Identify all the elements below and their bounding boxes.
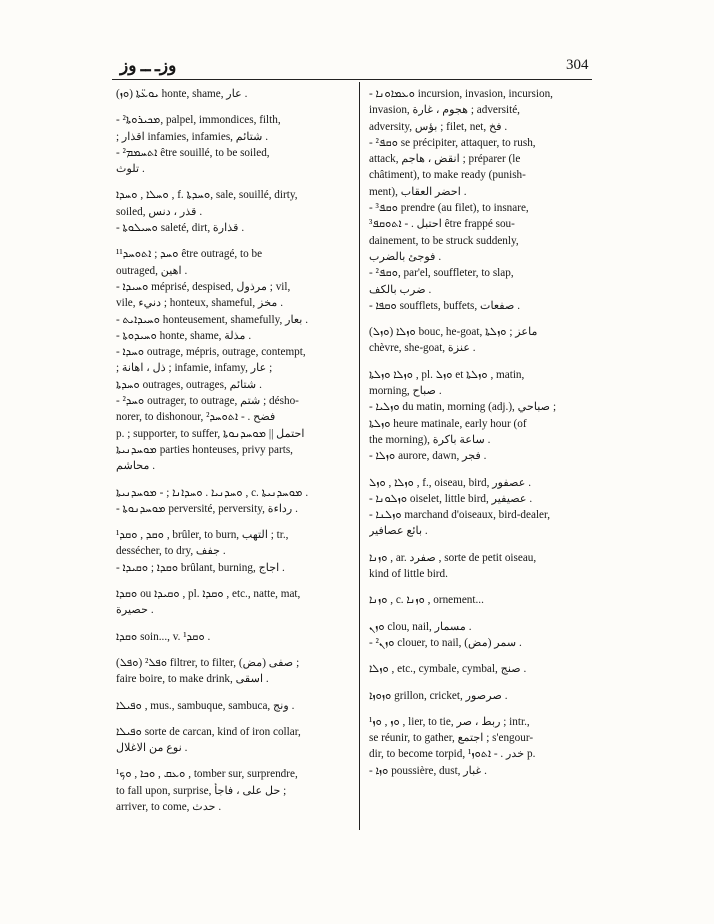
entry-line: - ܘܚܝܕܘܬܐ honte, shame, مذلة . (116, 329, 252, 342)
dictionary-entry (116, 485, 348, 518)
entry-line: ܘܙܠܐ , ܘܙܠ , f., oiseau, bird, عصفور . (369, 476, 531, 489)
dictionary-entry (116, 527, 348, 576)
left-column (116, 86, 348, 817)
page-number: 304 (566, 57, 589, 73)
entry-line: norer, to dishonour, فضح . - ܐܬܘܚܕ² (116, 411, 276, 424)
dictionary-entry (369, 661, 594, 677)
entry-line: ܘܦܝܠܐ , mus., sambuque, sambuca, ونج . (116, 699, 295, 712)
entry-line: - ܘܚܝܕܐܝܬ honteusement, shamefully, بعار . (116, 313, 308, 326)
entry-line: ܘܙܠܐ , etc., cymbale, cymbal, صنج . (369, 663, 527, 676)
dictionary-entry (116, 86, 348, 102)
entry-line: ment), احضر العقاب . (369, 185, 467, 198)
entry-line: - ܘܚܕܐ outrage, mépris, outrage, contempt, (116, 346, 306, 359)
entry-line: vile, دنيء ; honteux, shameful, مخز . (116, 297, 283, 310)
entry-line: ܘܩܕܐ ou ܘܩܝܕܐ , pl. ܘܩܕܐ , etc., natte, mat, (116, 588, 301, 601)
entry-line: kind of little bird. (369, 568, 448, 581)
right-column (369, 86, 594, 781)
entry-line: بائع عصافير . (369, 525, 428, 538)
dictionary-entry (116, 724, 348, 757)
dictionary-entry (116, 187, 348, 236)
entry-line: p. ; supporter, to suffer, احتمل || ܡܘܚܕܢܘܬܐ (116, 427, 305, 440)
dictionary-entry (369, 86, 594, 314)
entry-line: - ܘܙܠܢܐ marchand d'oiseaux, bird-dealer, (369, 509, 551, 522)
entry-line: (ܘܙܠ) ܘܙܠܐ bouc, he-goat, ماعز ; ܘܙܠܬܐ (369, 326, 538, 339)
entry-line: - ܘܩܦ² se précipiter, attaquer, to rush, (369, 136, 536, 149)
dictionary-entry (369, 619, 594, 652)
entry-line: ضرب بالكف . (369, 283, 432, 296)
dictionary-entry (116, 655, 348, 688)
entry-line: invasion, هجوم ، غارة ; adversité, (369, 104, 520, 117)
dictionary-entry (369, 324, 594, 357)
entry-line: محاشم . (116, 460, 156, 473)
entry-line: ܘܙܠܐ ܘܙܠܬܐ , pl. ܘܙܠ et ܘܙܠܬܐ , matin, (369, 368, 525, 381)
entry-line: نوع من الاغلال . (116, 742, 188, 755)
header-rule (112, 79, 592, 80)
entry-line: - ܘܩܦ³ prendre (au filet), to insnare, (369, 202, 529, 215)
entry-line: ¹ܘܙ , ܘܙ , lier, to tie, ربط ، صر ; intr., (369, 715, 530, 728)
entry-line: ¹ܘܩܕ , ܘܩܕ , brûler, to burn, التهب ; tr., (116, 529, 289, 542)
entry-line: - ܘܙܐ poussière, dust, غبار . (369, 764, 487, 777)
entry-line: - ܘܥܡܐܘܢܐ incursion, invasion, incursion, (369, 88, 553, 100)
dictionary-entry (369, 592, 594, 608)
entry-line: ܘܚܕܬܐ outrages, outrages, شتائم . (116, 378, 262, 391)
entry-line: chèvre, she-goat, عنزة . (369, 342, 476, 355)
entry-line: - ܘܚܝܕܐ méprisé, despised, مرذول ; vil, (116, 280, 291, 293)
entry-line: ܡܘܚܕܢܝܬܐ parties honteuses, privy parts, (116, 443, 293, 456)
dictionary-entry (369, 550, 594, 583)
entry-line: outraged, اهين . (116, 264, 188, 277)
entry-line: ; ذل ، اهانة ; infamie, infamy, عار ; (116, 362, 273, 375)
entry-line: - ܘܩܕܐ ; ܘܩܝܕܐ brûlant, burning, اجاج . (116, 561, 285, 574)
entry-line: morning, صباح . (369, 385, 442, 398)
dictionary-entry (116, 586, 348, 619)
dictionary-entry (116, 766, 348, 815)
dictionary-entry (116, 629, 348, 645)
entry-line: dessécher, to dry, جفف . (116, 545, 226, 558)
entry-line: - ܘܙܢ² clouer, to nail, سمر (مض) . (369, 636, 522, 649)
entry-line: - ܡܘܚܕܢܘܬܐ perversité, perversity, رداءة . (116, 502, 298, 515)
entry-line: - ܘܙܠܐ aurore, dawn, فجر . (369, 450, 487, 463)
entry-line: - ܡܟܝܪܘܬܐ², palpel, immondices, filth, (116, 114, 281, 127)
entry-line: to fall upon, surprise, حل على ، فاجأ ; (116, 784, 287, 797)
entry-line: - ܘܩܦ², par'el, souffleter, to slap, (369, 267, 514, 280)
entry-line: faire boire, to make drink, اسقى . (116, 673, 269, 686)
entry-line: dainement, to be struck suddenly, (369, 234, 519, 247)
entry-line: arriver, to come, حدث . (116, 800, 222, 813)
entry-line: soiled, قذر ، دنس . (116, 205, 203, 218)
entry-line: ܘܙܢܐ , c. ܘܙܢܐ , ornement... (369, 594, 484, 607)
entry-line: ; اقذار infamies, infamies, شتائم . (116, 130, 269, 143)
entry-line: dir, to become torpid, خدر . - ܐܬܘܙ¹ p. (369, 748, 536, 761)
entry-line: احتبل . - ܐܬܘܩܦ³ être frappé sou- (369, 218, 515, 231)
entry-line: حصيرة . (116, 604, 154, 617)
entry-line: - ܘܚܝܠܘܬܐ saleté, dirt, قذارة . (116, 222, 245, 235)
entry-line: - ܘܙܠܝܐ du matin, morning (adj.), صباحي ; (369, 401, 557, 414)
entry-line: - ܐܬܚܡܡ² être souillé, to be soiled, (116, 146, 270, 159)
entry-line: ܘܚܠܐ , ܘܚܕܐ , f. ܘܚܕܬܐ, sale, souillé, dirty, (116, 189, 298, 202)
dictionary-entry (369, 714, 594, 779)
dictionary-entry (116, 246, 348, 474)
entry-line: ܘܙܘܙܐ grillon, cricket, صرصور . (369, 689, 508, 702)
entry-line: تلوث . (116, 163, 145, 176)
dictionary-entry (116, 698, 348, 714)
entry-line: ܘܙܢܐ , ar. صفرد , sorte de petit oiseau, (369, 551, 537, 564)
entry-line: châtiment), to make ready (punish- (369, 169, 526, 182)
entry-line: ¹ܘܥܩ , ܘܟܐ , ܘܟ , tomber sur, surprendre, (116, 768, 298, 781)
entry-line: ܘܚܕܢܝܐ . ܘܚܕܐܢܐ ; - ܡܘܚܕܢܝܬܐ , c. ܡܘܚܕܢܝܬܐ . (116, 486, 309, 499)
column-divider (359, 82, 360, 830)
entry-line: - ܘܩܦܐ soufflets, buffets, صفعات . (369, 299, 521, 312)
entry-line: فوجئ بالضرب . (369, 250, 442, 263)
dictionary-entry (369, 367, 594, 465)
running-head: وزـ ــ وز (120, 56, 177, 75)
entry-line: - ܘܙܠܘܢܐ oiselet, little bird, عصيفير . (369, 492, 533, 505)
dictionary-entry (369, 688, 594, 704)
entry-line: se réunir, to gather, اجتمع ; s'engour- (369, 732, 534, 745)
entry-line: ܘܙܢ clou, nail, مسمار . (369, 620, 472, 633)
entry-line: the morning), ساعة باكرة . (369, 433, 491, 446)
entry-line: (ܘܦܠ) ܘܦܠ² filtrer, to filter, صفى (مض) ; (116, 656, 300, 669)
entry-line: (ܘܙ) ܝܘܥ̈ܬܐ honte, shame, عار . (116, 88, 248, 100)
entry-line: ¹ܘܚܕ ; ܐܬܘܚܕ¹ être outragé, to be (116, 248, 263, 261)
entry-line: attack, انقض ، هاجم ; préparer (le (369, 153, 521, 166)
entry-line: ܘܦܝܠܐ sorte de carcan, kind of iron collar, (116, 725, 301, 738)
entry-line: ܘܩܕܐ soin..., v. ܘܩܕ¹ . (116, 630, 211, 643)
entry-line: - ܘܚܕ² outrager, to outrage, شتم ; désho- (116, 395, 299, 408)
entry-line: adversity, بؤس ; filet, net, فخ . (369, 120, 508, 133)
dictionary-entry (116, 112, 348, 177)
dictionary-entry (369, 475, 594, 540)
entry-line: ܘܙܠܬܐ heure matinale, early hour (of (369, 417, 527, 430)
